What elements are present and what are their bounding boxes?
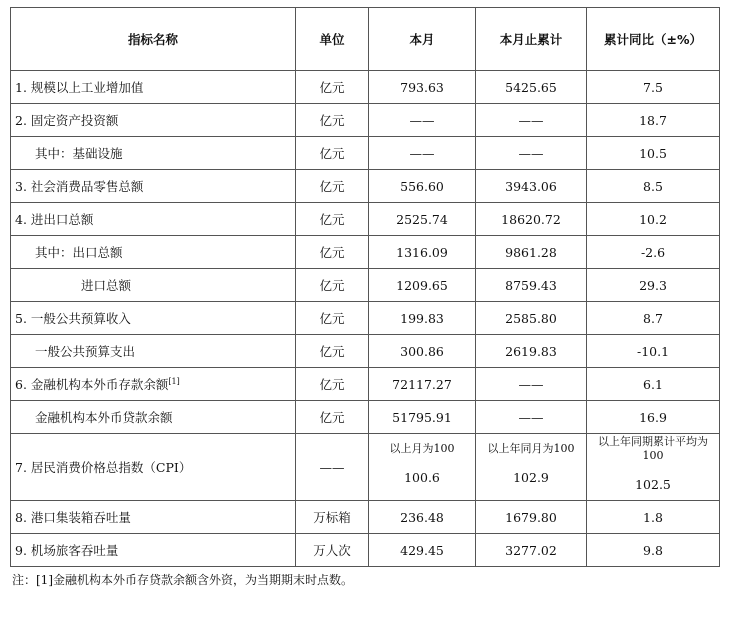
row-name <box>11 269 296 302</box>
row-cumulative <box>476 71 587 104</box>
row-yoy-value: -2.6 <box>640 244 666 260</box>
row-name-text: 4. 进出口总额 <box>15 212 94 227</box>
table-row <box>11 170 720 203</box>
table-row <box>11 236 720 269</box>
row-month-value: 236.48 <box>400 509 444 525</box>
row-month <box>369 269 476 302</box>
row-yoy-value: 16.9 <box>639 409 667 425</box>
row-unit <box>296 203 369 236</box>
row-cumulative-value: 102.9 <box>513 469 549 485</box>
row-yoy-value: 10.2 <box>639 211 667 227</box>
row-cumulative <box>476 236 587 269</box>
row-yoy-value: 9.8 <box>643 542 663 558</box>
row-unit-value: 亿元 <box>319 245 345 260</box>
row-unit-value: —— <box>319 459 345 475</box>
row-name-text: 8. 港口集装箱吞吐量 <box>15 510 131 525</box>
row-yoy <box>587 434 720 501</box>
row-month <box>369 203 476 236</box>
row-month-value: —— <box>409 112 435 128</box>
row-name <box>11 203 296 236</box>
row-yoy <box>587 236 720 269</box>
header-row <box>11 8 720 71</box>
row-unit-value: 亿元 <box>319 179 345 194</box>
row-unit-value: 亿元 <box>319 377 345 392</box>
row-cumulative-value: —— <box>518 409 544 425</box>
table-row <box>11 368 720 401</box>
table-row <box>11 401 720 434</box>
row-month-value: 72117.27 <box>392 376 452 392</box>
row-yoy <box>587 71 720 104</box>
row-cumulative <box>476 269 587 302</box>
statistics-table <box>10 7 720 567</box>
row-unit-value: 亿元 <box>319 212 345 227</box>
row-yoy-value: 8.7 <box>643 310 663 326</box>
row-name <box>11 302 296 335</box>
row-month-value: —— <box>409 145 435 161</box>
row-unit <box>296 269 369 302</box>
row-month <box>369 434 476 501</box>
row-name-text: 6. 金融机构本外币存款余额 <box>15 377 169 392</box>
row-unit <box>296 501 369 534</box>
row-name-text: 2. 固定资产投资额 <box>15 113 119 128</box>
row-unit-value: 亿元 <box>319 80 345 95</box>
row-unit <box>296 534 369 567</box>
row-yoy <box>587 269 720 302</box>
row-cumulative-value: 9861.28 <box>505 244 557 260</box>
row-month <box>369 302 476 335</box>
row-cumulative <box>476 203 587 236</box>
footnote-ref: [1] <box>168 376 180 386</box>
row-name <box>11 401 296 434</box>
row-cumulative-value: 1679.80 <box>505 509 557 525</box>
row-yoy-value: -10.1 <box>636 343 670 359</box>
row-unit <box>296 170 369 203</box>
header-name: 指标名称 <box>11 8 296 71</box>
row-name <box>11 534 296 567</box>
row-cumulative <box>476 302 587 335</box>
table-row <box>11 137 720 170</box>
row-yoy-value: 29.3 <box>639 277 667 293</box>
row-cumulative <box>476 137 587 170</box>
row-yoy-value: 8.5 <box>643 178 663 194</box>
table-row <box>11 534 720 567</box>
row-unit-value: 亿元 <box>319 146 345 161</box>
row-unit <box>296 302 369 335</box>
row-yoy-label: 以上年同期累计平均为100 <box>598 434 708 462</box>
row-cumulative <box>476 401 587 434</box>
row-cumulative <box>476 170 587 203</box>
row-month-value: 793.63 <box>400 79 444 95</box>
row-yoy <box>587 137 720 170</box>
row-cumulative-value: —— <box>518 112 544 128</box>
table-row <box>11 335 720 368</box>
table-row <box>11 302 720 335</box>
row-unit-value: 万人次 <box>313 543 351 558</box>
row-name <box>11 501 296 534</box>
row-name <box>11 368 296 401</box>
row-name <box>11 104 296 137</box>
row-month <box>369 104 476 137</box>
row-unit-value: 亿元 <box>319 113 345 128</box>
row-cumulative-value: 18620.72 <box>501 211 561 227</box>
row-yoy <box>587 203 720 236</box>
table-row <box>11 501 720 534</box>
row-cumulative-value: 3943.06 <box>505 178 557 194</box>
row-name-text: 5. 一般公共预算收入 <box>15 311 131 326</box>
row-cumulative <box>476 534 587 567</box>
row-month <box>369 236 476 269</box>
row-month <box>369 335 476 368</box>
row-unit <box>296 368 369 401</box>
row-cumulative <box>476 368 587 401</box>
row-month-value: 1316.09 <box>396 244 448 260</box>
row-name <box>11 137 296 170</box>
header-unit: 单位 <box>296 8 369 71</box>
row-month <box>369 137 476 170</box>
row-cumulative <box>476 104 587 137</box>
row-month <box>369 368 476 401</box>
row-unit <box>296 137 369 170</box>
row-yoy <box>587 302 720 335</box>
row-cumulative <box>476 335 587 368</box>
row-month-value: 51795.91 <box>392 409 452 425</box>
row-unit <box>296 434 369 501</box>
row-yoy-value: 10.5 <box>639 145 667 161</box>
row-unit <box>296 71 369 104</box>
row-cumulative-value: 3277.02 <box>505 542 557 558</box>
row-unit <box>296 335 369 368</box>
header-yoy: 累计同比（±%） <box>587 8 720 71</box>
row-name-text: 进口总额 <box>81 278 132 293</box>
row-name-text: 3. 社会消费品零售总额 <box>15 179 144 194</box>
row-month-value: 556.60 <box>400 178 444 194</box>
row-name-text: 1. 规模以上工业增加值 <box>15 80 144 95</box>
row-month-value: 2525.74 <box>396 211 448 227</box>
header-cumulative: 本月止累计 <box>476 8 587 71</box>
row-name-text: 一般公共预算支出 <box>35 344 136 359</box>
row-cumulative-value: —— <box>518 145 544 161</box>
row-name-text: 其中：基础设施 <box>35 146 123 161</box>
row-month-value: 1209.65 <box>396 277 448 293</box>
row-month <box>369 501 476 534</box>
row-yoy-value: 7.5 <box>643 79 663 95</box>
row-month-value: 429.45 <box>400 542 444 558</box>
row-unit-value: 万标箱 <box>313 510 351 525</box>
row-unit-value: 亿元 <box>319 344 345 359</box>
row-month-value: 100.6 <box>404 469 440 485</box>
row-cumulative-value: —— <box>518 376 544 392</box>
row-month <box>369 401 476 434</box>
row-cumulative <box>476 434 587 501</box>
row-name <box>11 71 296 104</box>
row-yoy-value: 6.1 <box>643 376 663 392</box>
row-name <box>11 236 296 269</box>
row-name <box>11 170 296 203</box>
table-row <box>11 203 720 236</box>
row-yoy <box>587 335 720 368</box>
row-yoy <box>587 368 720 401</box>
row-unit-value: 亿元 <box>319 278 345 293</box>
row-unit <box>296 236 369 269</box>
statistics-table-container <box>10 7 720 588</box>
row-month <box>369 170 476 203</box>
row-name-text: 7. 居民消费价格总指数（CPI） <box>15 460 192 475</box>
header-month: 本月 <box>369 8 476 71</box>
footnote: 注：[1]金融机构本外币存贷款余额含外资，为当期期末时点数。 <box>12 573 354 587</box>
row-cumulative-value: 2585.80 <box>505 310 557 326</box>
row-yoy <box>587 501 720 534</box>
table-row <box>11 269 720 302</box>
row-cumulative <box>476 501 587 534</box>
row-yoy <box>587 170 720 203</box>
row-cumulative-label: 以上年同月为100 <box>487 441 575 455</box>
row-name-text: 金融机构本外币贷款余额 <box>35 410 173 425</box>
row-yoy <box>587 104 720 137</box>
row-unit <box>296 104 369 137</box>
row-month-label: 以上月为100 <box>389 441 455 455</box>
row-name <box>11 335 296 368</box>
table-row <box>11 104 720 137</box>
row-yoy <box>587 534 720 567</box>
table-row <box>11 434 720 501</box>
row-unit <box>296 401 369 434</box>
row-month-value: 300.86 <box>400 343 444 359</box>
row-yoy-value: 18.7 <box>639 112 667 128</box>
row-yoy-value: 102.5 <box>635 476 671 492</box>
table-row <box>11 71 720 104</box>
row-unit-value: 亿元 <box>319 410 345 425</box>
row-name-text: 9. 机场旅客吞吐量 <box>15 543 119 558</box>
row-month-value: 199.83 <box>400 310 444 326</box>
row-name <box>11 434 296 501</box>
row-name-text: 其中：出口总额 <box>35 245 123 260</box>
row-cumulative-value: 2619.83 <box>505 343 557 359</box>
row-yoy <box>587 401 720 434</box>
row-yoy-value: 1.8 <box>643 509 663 525</box>
row-cumulative-value: 8759.43 <box>505 277 557 293</box>
row-cumulative-value: 5425.65 <box>505 79 557 95</box>
row-unit-value: 亿元 <box>319 311 345 326</box>
row-month <box>369 534 476 567</box>
row-month <box>369 71 476 104</box>
